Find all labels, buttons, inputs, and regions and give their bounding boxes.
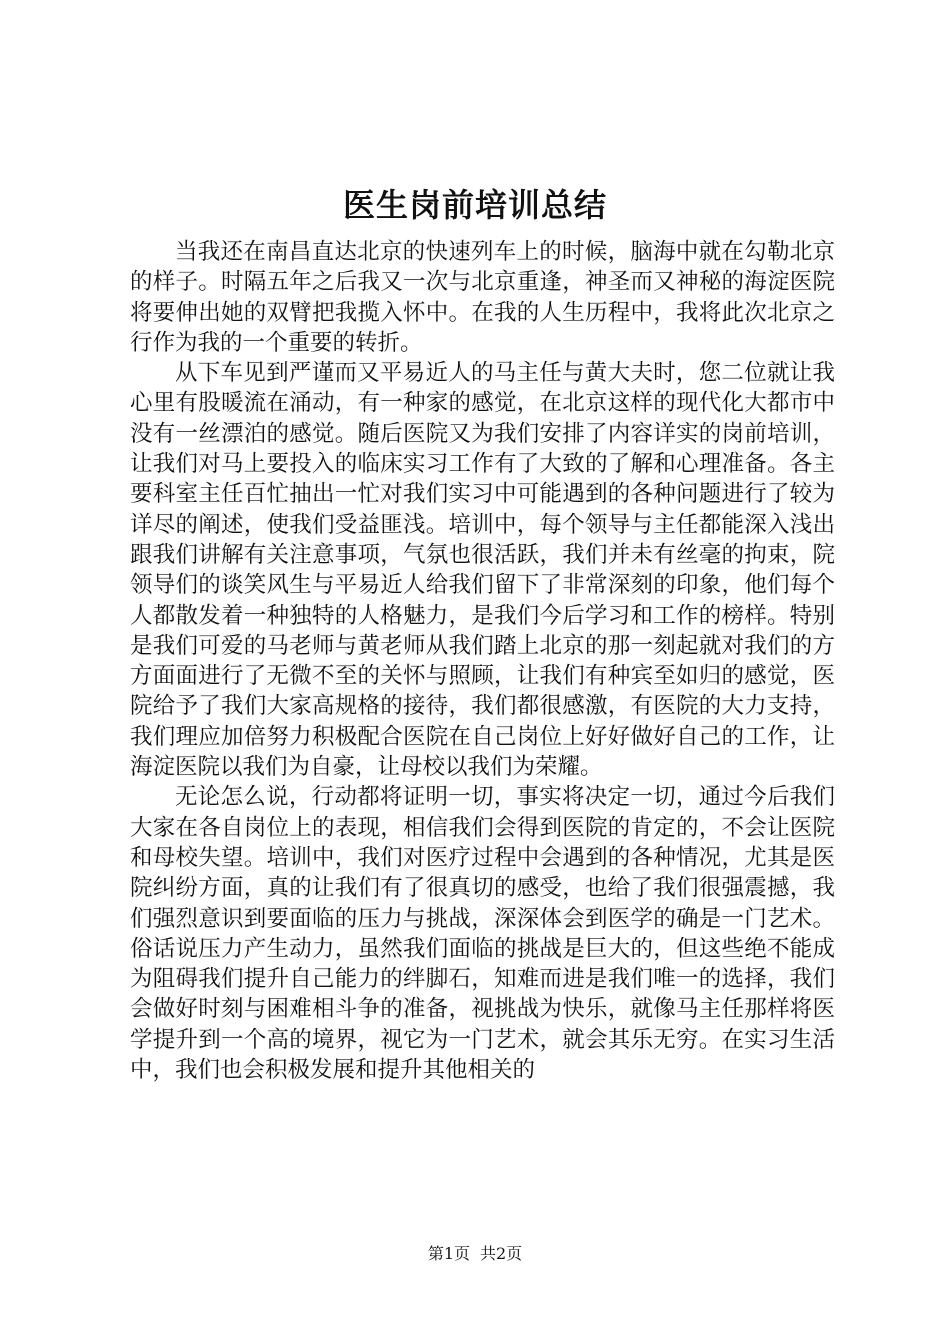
document-title: 医生岗前培训总结 xyxy=(342,186,607,224)
paragraph-1: 当我还在南昌直达北京的快速列车上的时候，脑海中就在勾勒北京的样子。时隔五年之后我又一次与北京重逢，神圣而又神秘的海淀医院将要伸出她的双臂把我揽入怀中。在我的人生历程中，我将此次北京之行作为我的一个重要的转折。 xyxy=(130,239,835,356)
page-number: 第1页 xyxy=(427,1244,470,1263)
paragraph-2: 从下车见到严谨而又平易近人的马主任与黄大夫时，您二位就让我心里有股暖流在涌动，有一种家的感觉，在北京这样的现代化大都市中没有一丝漂泊的感觉。随后医院又为我们安排了内容详实的岗前培训，让我们对马上要投入的临床实习工作有了大致的了解和心理准备。各主要科室主任百忙抽出一忙对我们实习中可能遇到的各种问题进行了较为详尽的阐述，使我们受益匪浅。培训中，每个领导与主任都能深入浅出跟我们讲解有关注意事项，气氛也很活跃，我们并未有丝毫的拘束，院领导们的谈笑风生与平易近人给我们留下了非常深刻的印象，他们每个人都散发着一种独特的人格魅力，是我们今后学习和工作的榜样。特别是我们可爱的马老师与黄老师从我们踏上北京的那一刻起就对我们的方方面面进行了无微不至的关怀与照顾，让我们有种宾至如归的感觉，医院给予了我们大家高规格的接待，我们都很感激，有医院的大力支持，我们理应加倍努力积极配合医院在自己岗位上好好做好自己的工作，让海淀医院以我们为自豪，让母校以我们为荣耀。 xyxy=(130,360,835,781)
page-footer xyxy=(0,1243,950,1265)
page-total: 共2页 xyxy=(480,1244,523,1263)
document-body xyxy=(130,237,835,1085)
paragraph-3: 无论怎么说，行动都将证明一切，事实将决定一切，通过今后我们大家在各自岗位上的表现，相信我们会得到医院的肯定的，不会让医院和母校失望。培训中，我们对医疗过程中会遇到的各种情况，尤其是医院纠纷方面，真的让我们有了很真切的感受，也给了我们很强震撼，我们强烈意识到要面临的压力与挑战，深深体会到医学的确是一门艺术。俗话说压力产生动力，虽然我们面临的挑战是巨大的，但这些绝不能成为阻碍我们提升自己能力的绊脚石，知难而进是我们唯一的选择，我们会做好时刻与困难相斗争的准备，视挑战为快乐，就像马主任那样将医学提升到一个高的境界，视它为一门艺术，就会其乐无穷。在实习生活中，我们也会积极发展和提升其他相关的 xyxy=(130,784,835,1084)
